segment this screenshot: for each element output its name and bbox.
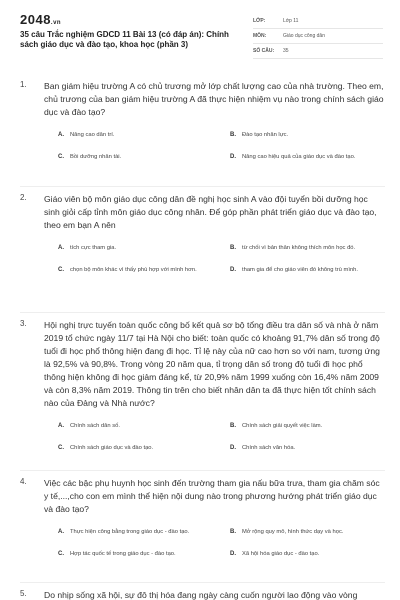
question-text: Hội nghị trực tuyến toàn quốc công bố kết quả sơ bộ tổng điều tra dân số và nhà ở năm 2019 tổ chức ngày 11/7 tại Hà Nội cho biết: toàn quốc có khoảng 91,7% dân số trong độ tuổi đi học phổ thông hiện đang đi học. Tỉ lệ này của nữ cao hơn so với nam, tương ứng là 92,5% và 90,8%. Trong vòng 20 năm qua, tỉ trọng dân số trong độ tuổi đi học phổ thông hiện không đi học giảm đáng kể, từ 20,9% năm 1999 xuống còn 16,4% năm 2009 và còn 8,3% năm 2019. Thông tin trên cho biết nhân dân ta đã thực hiện tốt chính sách nào của Đảng và Nhà nước? [44, 320, 380, 408]
meta-value: Giáo dục công dân [283, 33, 325, 39]
option-text: Nâng cao hiệu quả của giáo dục và đào tạo. [242, 153, 356, 160]
option-text: Bồi dưỡng nhân tài. [70, 153, 122, 160]
option-letter: C. [58, 445, 64, 451]
question-number: 2. [20, 193, 27, 202]
answer-options [58, 239, 385, 279]
meta-value: 35 [283, 48, 289, 54]
option-text: Xã hội hóa giáo dục - đào tạo. [242, 550, 320, 557]
question-text: Giáo viên bộ môn giáo dục công dân đề nghị học sinh A vào đội tuyển bồi dưỡng học sinh giỏi cấp tỉnh môn giáo dục công nhân. Để góp phần phát triển giáo dục và đào tạo, theo em bạn A nên [44, 194, 377, 230]
document-title: 35 câu Trắc nghiệm GDCD 11 Bài 13 (có đáp án): Chính sách giáo dục và đào tạo, khoa học (phần 3) [20, 30, 229, 49]
option-text: Chính sách văn hóa. [242, 444, 296, 451]
question-1 [20, 80, 385, 166]
option-letter: B. [230, 529, 236, 535]
option-letter: A. [58, 245, 64, 251]
option-text: từ chối vì bản thân không thích môn học đó. [242, 244, 356, 251]
answer-option-d[interactable] [230, 439, 400, 457]
answer-option-b[interactable] [230, 417, 400, 435]
question-number: 5. [20, 589, 27, 598]
option-text: Đào tạo nhân lực. [242, 131, 289, 138]
answer-option-c[interactable] [58, 439, 230, 457]
answer-option-a[interactable] [58, 523, 230, 541]
question-text: Do nhịp sống xã hội, sự đô thị hóa đang ngày càng cuốn người lao động vào vòng [44, 590, 358, 600]
answer-option-d[interactable] [230, 261, 400, 279]
option-letter: A. [58, 423, 64, 429]
answer-option-b[interactable] [230, 239, 400, 257]
answer-option-c[interactable] [58, 545, 230, 563]
option-letter: C. [58, 267, 64, 273]
meta-label: SỐ CÂU: [253, 48, 275, 54]
meta-row-class [253, 14, 383, 29]
answer-option-a[interactable] [58, 126, 230, 144]
question-2 [20, 193, 385, 279]
option-text: tham gia để cho giáo viên đó không trù mình. [242, 266, 359, 273]
question-divider [20, 582, 385, 583]
option-letter: D. [230, 267, 236, 273]
option-letter: D. [230, 445, 236, 451]
question-text: Ban giám hiệu trường A có chủ trương mở lớp chất lượng cao của nhà trường. Theo em, chủ trương của ban giám hiệu trường A đã thực hiện nhiệm vụ nào trong chính sách giáo dục và đào tạo? [44, 81, 384, 117]
option-letter: B. [230, 423, 236, 429]
question-3 [20, 319, 385, 457]
answer-option-c[interactable] [58, 261, 230, 279]
option-letter: C. [58, 154, 64, 160]
answer-option-a[interactable] [58, 239, 230, 257]
question-5 [20, 589, 385, 600]
option-text: tích cực tham gia. [70, 244, 117, 251]
answer-options [58, 417, 385, 457]
answer-option-d[interactable] [230, 545, 400, 563]
question-number: 1. [20, 80, 27, 89]
meta-row-subject [253, 29, 383, 44]
option-text: Chính sách dân số. [70, 422, 120, 429]
option-text: Hợp tác quốc tế trong giáo dục - đào tạo. [70, 550, 176, 557]
option-letter: D. [230, 551, 236, 557]
answer-option-b[interactable] [230, 126, 400, 144]
question-number: 3. [20, 319, 27, 328]
answer-option-c[interactable] [58, 148, 230, 166]
option-text: Thực hiện công bằng trong giáo dục - đào tạo. [70, 528, 190, 535]
option-text: Mở rộng quy mô, hình thức dạy và học. [242, 528, 344, 535]
meta-row-count [253, 44, 383, 59]
question-divider [20, 312, 385, 313]
meta-table [253, 14, 383, 59]
option-text: Chính sách giải quyết việc làm. [242, 422, 323, 429]
question-divider [20, 186, 385, 187]
option-letter: B. [230, 245, 236, 251]
option-text: chọn bộ môn khác vì thấy phù hợp với mình hơn. [70, 266, 197, 273]
answer-option-a[interactable] [58, 417, 230, 435]
logo-suffix: .vn [50, 20, 62, 26]
meta-value: Lớp 11 [283, 18, 299, 24]
option-letter: C. [58, 551, 64, 557]
answer-option-b[interactable] [230, 523, 400, 541]
answer-option-d[interactable] [230, 148, 400, 166]
option-text: Nâng cao dân trí. [70, 131, 115, 138]
question-text: Việc các bậc phụ huynh học sinh đến trường tham gia nấu bữa trưa, tham gia chăm sóc y tế,...,cho con em mình thể hiện nội dung nào trong phương hướng phát triển giáo dục và đào tạo? [44, 478, 380, 514]
question-number: 4. [20, 477, 27, 486]
option-letter: A. [58, 529, 64, 535]
option-letter: D. [230, 154, 236, 160]
page-header [0, 0, 400, 64]
question-4 [20, 477, 385, 563]
answer-options [58, 523, 385, 563]
site-logo[interactable] [20, 12, 61, 27]
option-text: Chính sách giáo dục và đào tạo. [70, 444, 154, 451]
logo-text: 2048 [20, 12, 51, 27]
question-divider [20, 470, 385, 471]
answer-options [58, 126, 385, 166]
option-letter: B. [230, 132, 236, 138]
option-letter: A. [58, 132, 64, 138]
meta-label: MÔN: [253, 33, 267, 39]
meta-label: LỚP: [253, 18, 266, 24]
